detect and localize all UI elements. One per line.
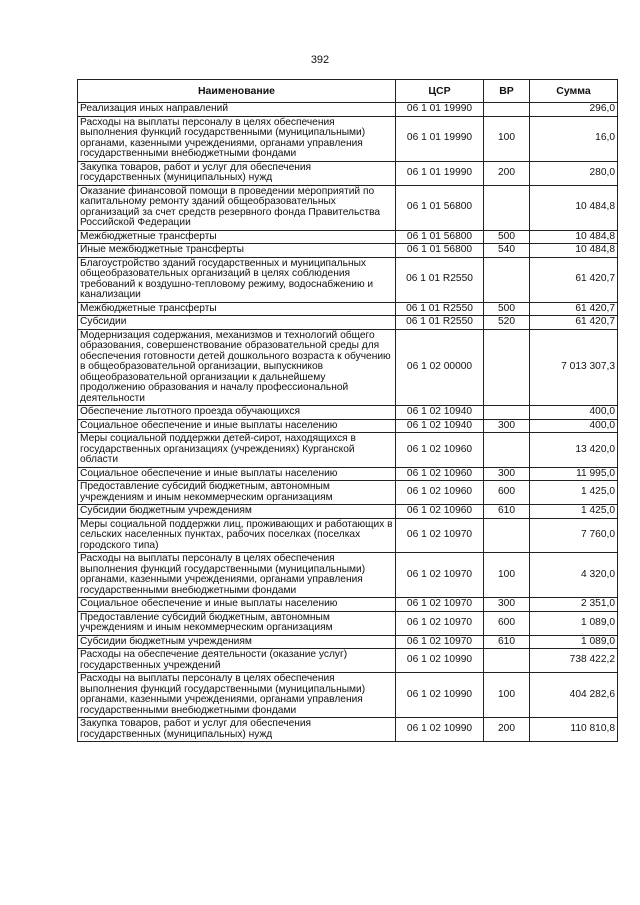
table-row: [78, 103, 618, 117]
cell-sum: 1 089,0: [530, 635, 618, 649]
table-row: [78, 553, 618, 598]
cell-csr: 06 1 02 10960: [396, 467, 484, 481]
table-body: [78, 103, 618, 742]
table-row: [78, 467, 618, 481]
cell-csr: 06 1 01 19990: [396, 116, 484, 161]
cell-sum: 404 282,6: [530, 673, 618, 718]
table-row: [78, 419, 618, 433]
table-row: [78, 329, 618, 406]
table-row: [78, 673, 618, 718]
cell-vr: 610: [484, 505, 530, 519]
cell-sum: 1 089,0: [530, 611, 618, 635]
cell-name: Меры социальной поддержки лиц, проживающих и работающих в сельских населенных пунктах, рабочих поселках (поселках городского типа): [78, 518, 396, 553]
table-row: [78, 649, 618, 673]
cell-sum: 61 420,7: [530, 302, 618, 316]
cell-vr: 100: [484, 553, 530, 598]
cell-vr: 300: [484, 419, 530, 433]
cell-sum: 10 484,8: [530, 244, 618, 258]
cell-sum: 280,0: [530, 161, 618, 185]
cell-vr: 500: [484, 230, 530, 244]
table-row: [78, 230, 618, 244]
cell-csr: 06 1 02 10940: [396, 406, 484, 420]
cell-name: Предоставление субсидий бюджетным, автономным учреждениям и иным некоммерческим организациям: [78, 481, 396, 505]
budget-table: [77, 79, 618, 742]
cell-csr: 06 1 02 10940: [396, 419, 484, 433]
cell-name: Расходы на выплаты персоналу в целях обеспечения выполнения функций государственными (муниципальными) органами, казенными учреждениями, органами управления государственными внебюджетными фондами: [78, 553, 396, 598]
cell-sum: 296,0: [530, 103, 618, 117]
cell-sum: 13 420,0: [530, 433, 618, 468]
cell-name: Субсидии бюджетным учреждениям: [78, 635, 396, 649]
cell-sum: 11 995,0: [530, 467, 618, 481]
cell-sum: 2 351,0: [530, 598, 618, 612]
cell-csr: 06 1 01 19990: [396, 161, 484, 185]
header-sum: Сумма: [530, 80, 618, 103]
table-row: [78, 185, 618, 230]
cell-csr: 06 1 02 00000: [396, 329, 484, 406]
cell-vr: 300: [484, 467, 530, 481]
cell-sum: 61 420,7: [530, 257, 618, 302]
cell-csr: 06 1 02 10970: [396, 598, 484, 612]
cell-vr: 540: [484, 244, 530, 258]
cell-vr: 600: [484, 481, 530, 505]
table-row: [78, 316, 618, 330]
cell-csr: 06 1 01 R2550: [396, 257, 484, 302]
cell-vr: 500: [484, 302, 530, 316]
cell-vr: 300: [484, 598, 530, 612]
cell-sum: 16,0: [530, 116, 618, 161]
cell-csr: 06 1 01 R2550: [396, 316, 484, 330]
cell-vr: [484, 185, 530, 230]
table-row: [78, 244, 618, 258]
cell-sum: 61 420,7: [530, 316, 618, 330]
cell-name: Субсидии бюджетным учреждениям: [78, 505, 396, 519]
cell-name: Межбюджетные трансферты: [78, 230, 396, 244]
cell-name: Социальное обеспечение и иные выплаты населению: [78, 467, 396, 481]
cell-name: Реализация иных направлений: [78, 103, 396, 117]
cell-sum: 400,0: [530, 406, 618, 420]
cell-sum: 1 425,0: [530, 505, 618, 519]
cell-vr: [484, 649, 530, 673]
cell-csr: 06 1 01 19990: [396, 103, 484, 117]
cell-name: Оказание финансовой помощи в проведении мероприятий по капитальному ремонту зданий общеобразовательных организаций за счет средств резервного фонда Правительства Российской Федерации: [78, 185, 396, 230]
cell-csr: 06 1 01 56800: [396, 244, 484, 258]
cell-name: Социальное обеспечение и иные выплаты населению: [78, 598, 396, 612]
cell-csr: 06 1 01 56800: [396, 185, 484, 230]
cell-vr: 100: [484, 673, 530, 718]
cell-csr: 06 1 02 10970: [396, 553, 484, 598]
cell-csr: 06 1 02 10990: [396, 718, 484, 742]
cell-sum: 738 422,2: [530, 649, 618, 673]
cell-sum: 10 484,8: [530, 185, 618, 230]
table-row: [78, 161, 618, 185]
cell-vr: [484, 257, 530, 302]
cell-csr: 06 1 02 10960: [396, 505, 484, 519]
table-row: [78, 406, 618, 420]
table-row: [78, 481, 618, 505]
table-row: [78, 433, 618, 468]
cell-csr: 06 1 02 10990: [396, 649, 484, 673]
cell-name: Предоставление субсидий бюджетным, автономным учреждениям и иным некоммерческим организациям: [78, 611, 396, 635]
table-header-row: [78, 80, 618, 103]
cell-vr: [484, 406, 530, 420]
header-name: Наименование: [78, 80, 396, 103]
cell-vr: 520: [484, 316, 530, 330]
table-row: [78, 518, 618, 553]
cell-csr: 06 1 01 R2550: [396, 302, 484, 316]
cell-name: Благоустройство зданий государственных и муниципальных общеобразовательных организаций в целях соблюдения требований к воздушно-тепловому режиму, водоснабжению и канализации: [78, 257, 396, 302]
cell-name: Иные межбюджетные трансферты: [78, 244, 396, 258]
cell-name: Расходы на выплаты персоналу в целях обеспечения выполнения функций государственными (муниципальными) органами, казенными учреждениями, органами управления государственными внебюджетными фондами: [78, 673, 396, 718]
cell-sum: 7 013 307,3: [530, 329, 618, 406]
cell-name: Модернизация содержания, механизмов и технологий общего образования, совершенствование образовательной среды для обеспечения готовности детей дошкольного возраста к обучению в общеобразовательной организации, выпускников общеобразовательной организации к дальнейшему продолжению образования и началу профессиональной деятельности: [78, 329, 396, 406]
cell-name: Расходы на выплаты персоналу в целях обеспечения выполнения функций государственными (муниципальными) органами, казенными учреждениями, органами управления государственными внебюджетными фондами: [78, 116, 396, 161]
cell-csr: 06 1 02 10970: [396, 611, 484, 635]
cell-sum: 4 320,0: [530, 553, 618, 598]
cell-vr: [484, 433, 530, 468]
table-row: [78, 257, 618, 302]
cell-csr: 06 1 02 10990: [396, 673, 484, 718]
table-row: [78, 116, 618, 161]
table-row: [78, 598, 618, 612]
cell-vr: [484, 329, 530, 406]
cell-sum: 1 425,0: [530, 481, 618, 505]
cell-sum: 7 760,0: [530, 518, 618, 553]
cell-csr: 06 1 02 10960: [396, 481, 484, 505]
cell-name: Закупка товаров, работ и услуг для обеспечения государственных (муниципальных) нужд: [78, 718, 396, 742]
cell-vr: 100: [484, 116, 530, 161]
cell-sum: 110 810,8: [530, 718, 618, 742]
cell-name: Обеспечение льготного проезда обучающихся: [78, 406, 396, 420]
cell-vr: [484, 103, 530, 117]
table-row: [78, 302, 618, 316]
cell-csr: 06 1 01 56800: [396, 230, 484, 244]
page-number: 392: [310, 54, 330, 66]
table-row: [78, 505, 618, 519]
cell-vr: 610: [484, 635, 530, 649]
cell-name: Закупка товаров, работ и услуг для обеспечения государственных (муниципальных) нужд: [78, 161, 396, 185]
cell-name: Субсидии: [78, 316, 396, 330]
cell-name: Расходы на обеспечение деятельности (оказание услуг) государственных учреждений: [78, 649, 396, 673]
table-row: [78, 718, 618, 742]
cell-vr: [484, 518, 530, 553]
cell-vr: 200: [484, 161, 530, 185]
cell-sum: 10 484,8: [530, 230, 618, 244]
cell-csr: 06 1 02 10970: [396, 635, 484, 649]
header-vr: ВР: [484, 80, 530, 103]
cell-vr: 200: [484, 718, 530, 742]
table-row: [78, 611, 618, 635]
header-csr: ЦСР: [396, 80, 484, 103]
cell-vr: 600: [484, 611, 530, 635]
cell-name: Меры социальной поддержки детей-сирот, находящихся в государственных организациях (учреждениях) Курганской области: [78, 433, 396, 468]
cell-csr: 06 1 02 10970: [396, 518, 484, 553]
cell-sum: 400,0: [530, 419, 618, 433]
cell-name: Межбюджетные трансферты: [78, 302, 396, 316]
cell-name: Социальное обеспечение и иные выплаты населению: [78, 419, 396, 433]
table-row: [78, 635, 618, 649]
cell-csr: 06 1 02 10960: [396, 433, 484, 468]
